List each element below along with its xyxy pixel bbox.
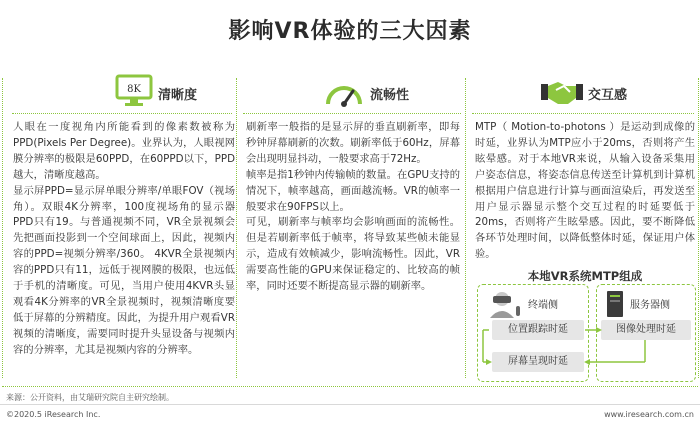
handshake-icon — [540, 74, 584, 110]
clarity-heading: 清晰度 — [158, 88, 198, 103]
left-border-line — [2, 78, 3, 378]
column-3-rule — [472, 113, 694, 114]
processing-delay-chip: 图像处理时延 — [601, 320, 691, 340]
column-divider-1 — [236, 78, 237, 378]
mtp-diagram-title: 本地VR系统MTP组成 — [527, 269, 643, 283]
clarity-text — [13, 120, 235, 359]
tracking-delay-chip: 位置跟踪时延 — [492, 320, 584, 340]
column-divider-2 — [465, 78, 466, 378]
right-border-line — [698, 78, 699, 378]
interaction-paragraph-1: MTP（ Motion-to-photons ）是运动到成像的时延，业界认为MTP应小于20ms，否则将产生眩晕感。对于本地VR来说，从输入设备采集用户姿态信息，将姿态信息传送至计算机到计算机根据用户信息进行计算与画面渲染后，再发送至用户显示器显示整个交互过程的时延要低于20ms，否则将产生眩晕感。因此，要不断降低各环节处理时间，以降低整体时延，保证用户体验。 — [475, 121, 695, 261]
clarity-paragraph-2: 显示屏PPD=显示屏单眼分辨率/单眼FOV（视场角）。双眼4K分辨率，100度视场角的显示器PPD只有19。与普通视频不同，VR全景视频会先把画面投影到一个空间球面上，因此，视频内容的PPD=视频分辨率/360。 4KVR全景视频内容的PPD只有11，远低于视网膜的极限，也远低于手机的清晰度。可见，当用户使用4KVR头显观看4K分辨率的VR全景视频时，视频清晰度要低于屏幕的分辨精度。因此，为提升用户观看VR视频的清晰度，需要同时提升头显设备与视频内容的分辨率，尤其是视频内容的分辨率。 — [13, 184, 235, 356]
footer-divider — [0, 404, 700, 405]
svg-text:8K: 8K — [127, 84, 141, 95]
display-delay-chip: 屏幕呈现时延 — [492, 352, 584, 372]
fluency-paragraph-3: 可见，刷新率与帧率均会影响画面的流畅性。但是若刷新率低于帧率，将导致某些帧未能显示，造成有效帧减少，影响流畅性。因此，VR需要高性能的GPU来保证稳定的、比较高的帧率，同时还要不断提高显示器的刷新率。 — [246, 216, 460, 293]
mtp-flow-arrows — [475, 280, 697, 384]
source-note: 来源：公开资料，由艾瑞研究院自主研究绘制。 — [6, 393, 174, 402]
fluency-text — [246, 120, 460, 295]
copyright-text: ©2020.5 iResearch Inc. — [6, 410, 101, 419]
footer-rule — [2, 386, 698, 387]
website-url: www.iresearch.com.cn — [604, 410, 694, 419]
speedometer-icon — [322, 76, 366, 112]
fluency-paragraph-2: 帧率是指1秒钟内传输帧的数量。在GPU支持的情况下，帧率越高，画面越流畅。VR的帧率一般要求在90FPS以上。 — [246, 168, 460, 213]
fluency-paragraph-1: 刷新率一般指的是显示屏的垂直刷新率，即每秒钟屏幕刷新的次数。刷新率低于60Hz，屏幕会出现明显抖动，一般要求高于72Hz。 — [246, 121, 460, 165]
column-2-rule — [243, 113, 461, 114]
interaction-heading: 交互感 — [588, 88, 628, 103]
interaction-text — [475, 120, 695, 263]
server-side-label: 服务器侧 — [630, 300, 670, 311]
page-title: 影响VR体验的三大因素 — [228, 19, 472, 44]
8k-resolution-icon — [114, 74, 158, 110]
clarity-paragraph-1: 人眼在一度视角内所能看到的像素数被称为PPD(Pixels Per Degree)。业界认为，人眼视网膜分辨率的极限是60PPD，在60PPD以下，PPD越大，清晰度越高。 — [13, 121, 235, 181]
fluency-heading: 流畅性 — [370, 88, 410, 103]
column-1-rule — [12, 113, 232, 114]
terminal-side-label: 终端侧 — [528, 300, 558, 311]
